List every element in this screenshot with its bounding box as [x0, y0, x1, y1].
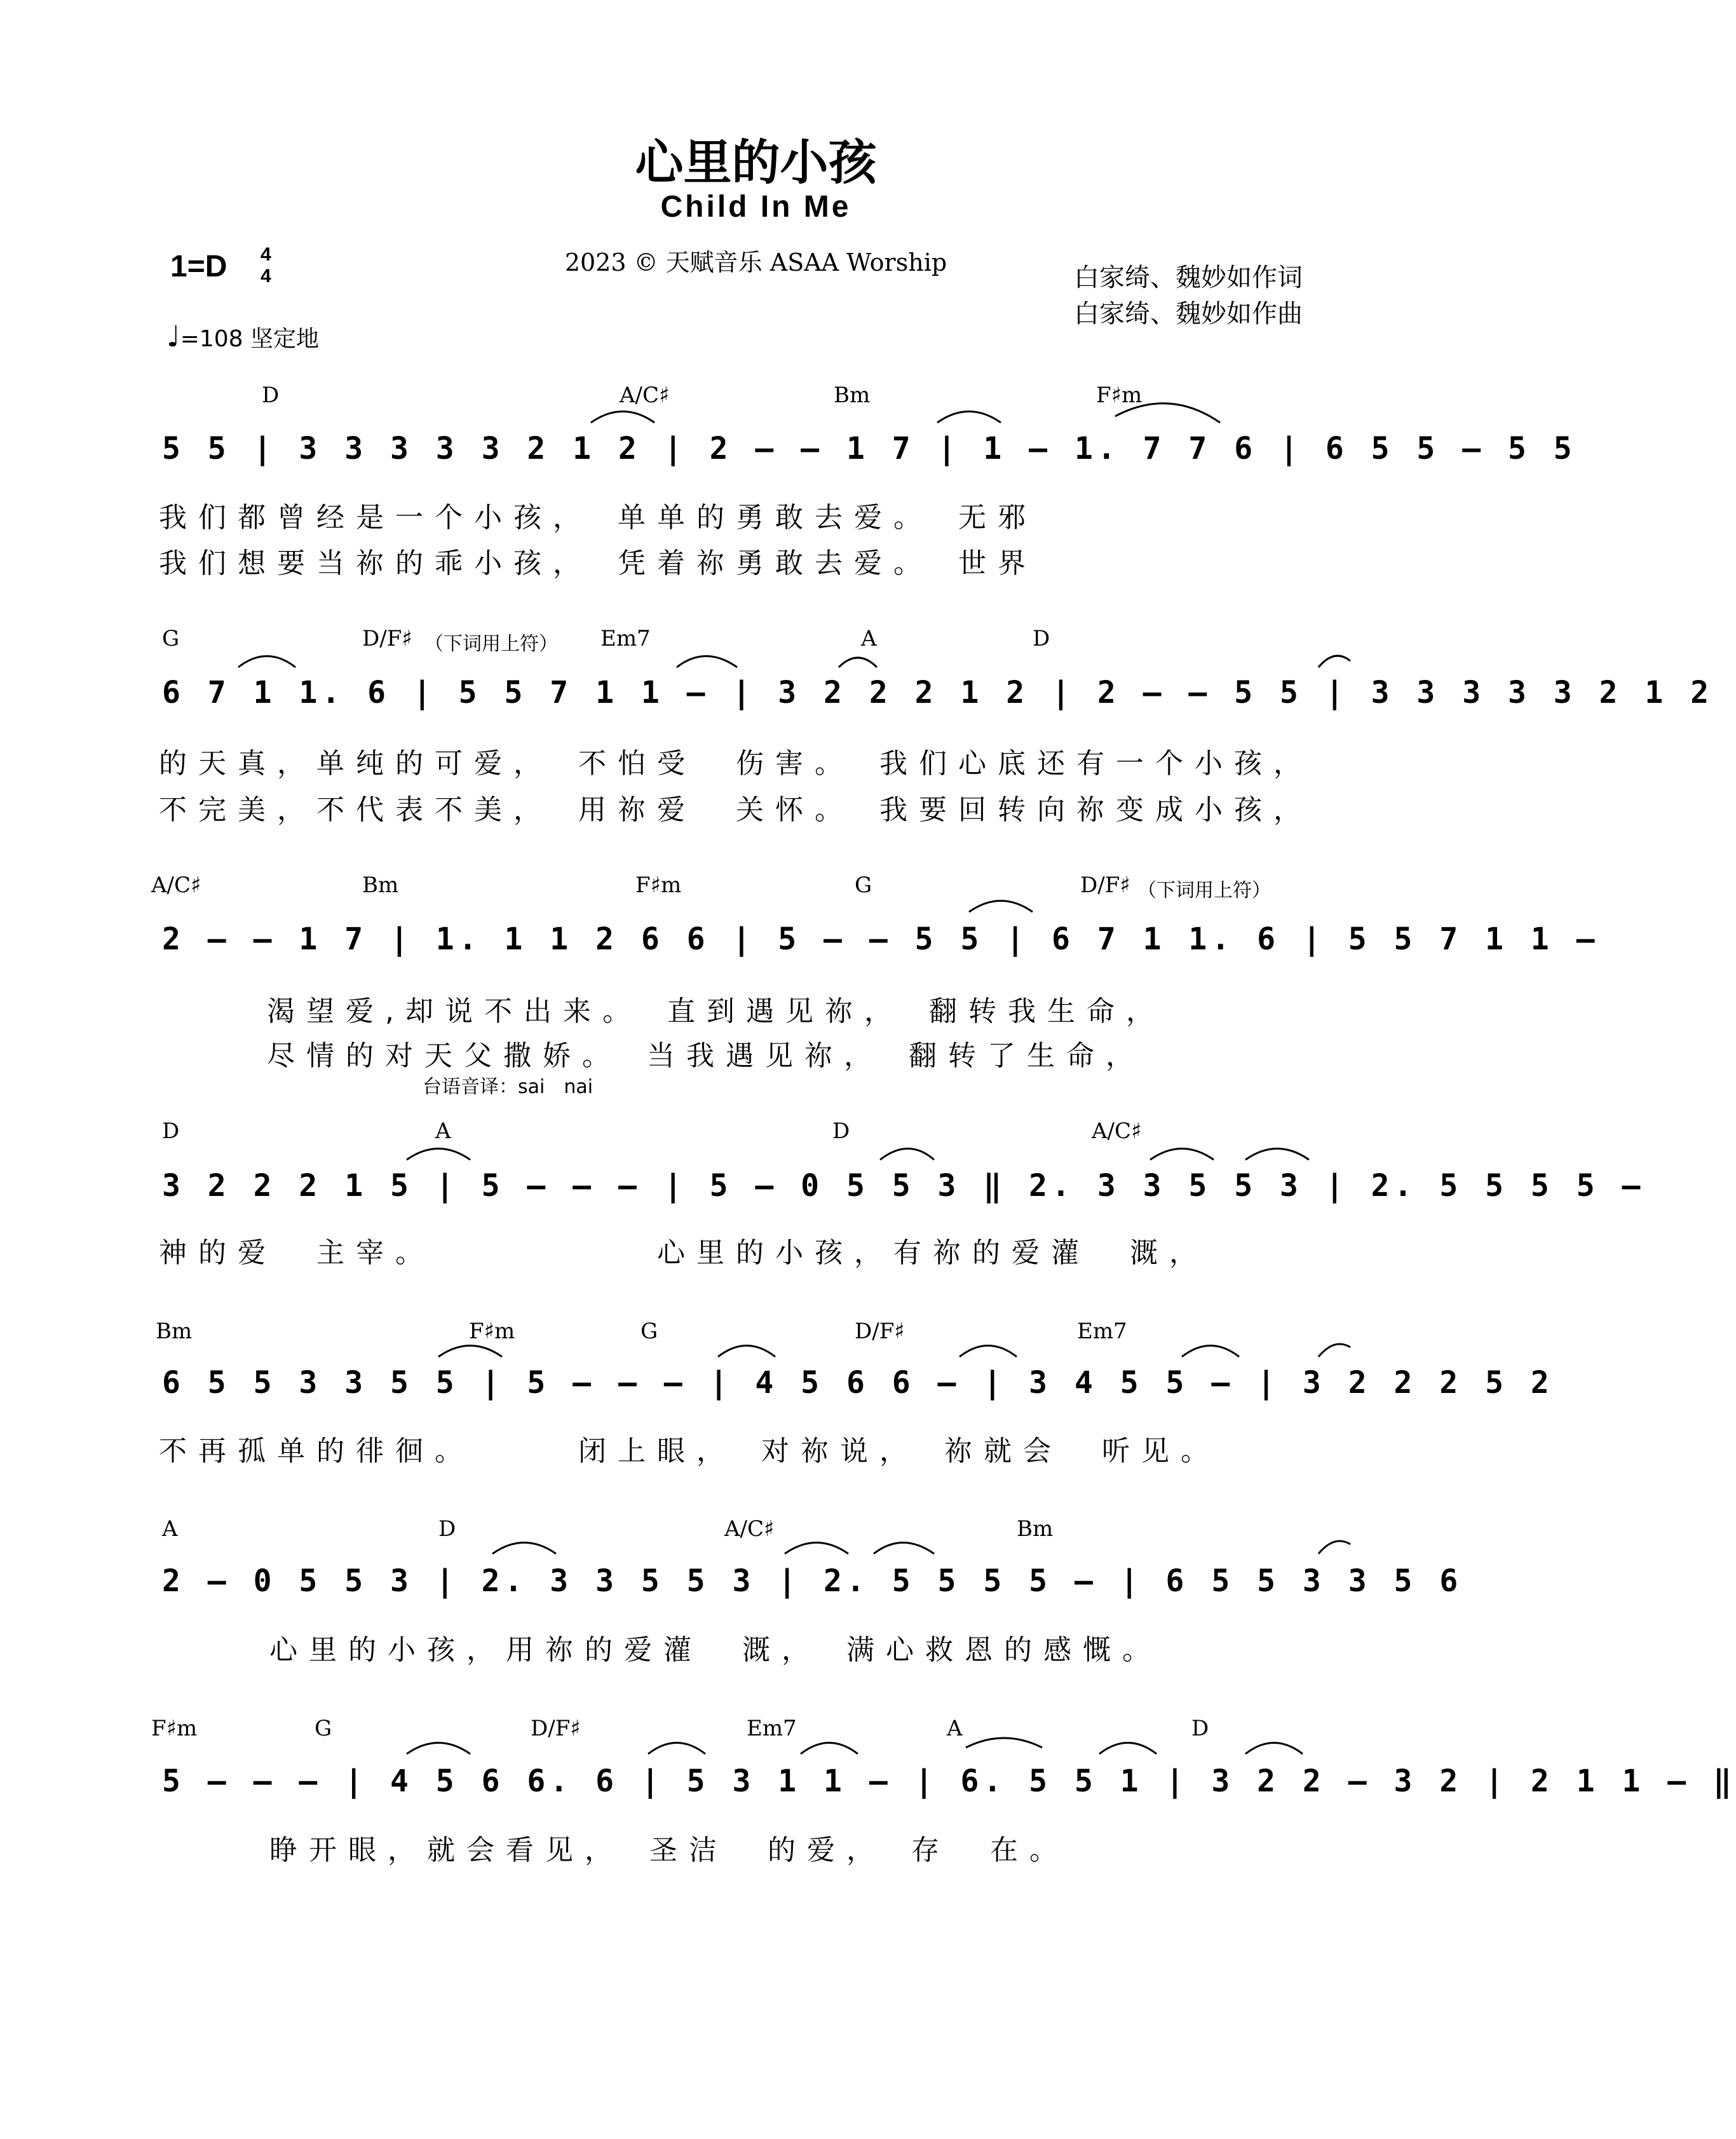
chord-symbol: F♯m — [635, 873, 682, 898]
lyricist-credit: 白家绮、魏妙如作词 — [1074, 263, 1303, 292]
chord-symbol: A/C♯ — [151, 873, 201, 898]
chord-symbol: D/F♯ — [1080, 873, 1130, 898]
slur — [1245, 1743, 1303, 1755]
chord-symbol: D — [162, 1118, 180, 1144]
chord-symbol: Bm — [834, 383, 871, 408]
slur — [1319, 1541, 1350, 1554]
chord-symbol: A/C♯ — [620, 383, 670, 408]
chord-symbol: D/F♯ — [531, 1716, 581, 1741]
slur — [785, 1543, 848, 1554]
chord-symbol: D/F♯ — [362, 626, 412, 651]
slur — [648, 1743, 705, 1755]
slur — [1319, 1344, 1350, 1357]
lyrics-verse-1: 我们都曾经是一个小孩， 单单的勇敢去爱。 无邪 — [159, 501, 1037, 534]
jianpu-notes-line: 2 – 0 5 5 3 | 2. 3 3 5 5 3 | 2. 5 5 5 5 – | 6 5 5 3 3 5 6 — [162, 1563, 1463, 1599]
slur — [718, 1346, 775, 1357]
chord-symbol: Bm — [156, 1319, 193, 1344]
slur — [880, 1149, 934, 1160]
chord-symbol: Em7 — [1077, 1319, 1127, 1344]
quarter-note-icon: ♩ — [166, 319, 180, 353]
chord-symbol: D — [832, 1118, 850, 1144]
slur — [1115, 404, 1220, 423]
lyrics-verse-1: 神的爱 主宰。 心里的小孩，有祢的爱灌 溉， — [159, 1237, 1209, 1269]
slur — [591, 412, 654, 423]
chord-symbol: F♯m — [1096, 383, 1143, 408]
slur — [1319, 656, 1350, 667]
slur — [407, 1149, 470, 1160]
chord-symbol: Bm — [1017, 1516, 1054, 1542]
jianpu-notes-line: 5 5 | 3 3 3 3 3 2 1 2 | 2 – – 1 7 | 1 – 1. 7 7 6 | 6 5 5 – 5 5 — [162, 431, 1577, 466]
key-signature: 1=D — [170, 250, 227, 283]
chord-annotation: （下词用上符） — [424, 633, 558, 655]
slur — [238, 656, 295, 668]
chord-symbol: D — [262, 383, 280, 408]
chord-symbol: A/C♯ — [724, 1516, 775, 1542]
song-subtitle: Child In Me — [660, 190, 851, 224]
tempo-text: =108 坚定地 — [180, 326, 320, 352]
lyrics-verse-1: 睁开眼，就会看见， 圣洁 的爱， 存 在。 — [191, 1834, 1069, 1866]
chord-symbol: A — [861, 626, 877, 651]
slur — [969, 901, 1033, 913]
chord-symbol: G — [315, 1716, 332, 1741]
chord-symbol: A — [435, 1118, 451, 1144]
chord-symbol: D — [1191, 1716, 1209, 1741]
jianpu-notes-line: 6 5 5 3 3 5 5 | 5 – – – | 4 5 6 6 – | 3 4 5 5 – | 3 2 2 2 5 2 — [162, 1365, 1554, 1401]
song-title: 心里的小孩 — [635, 134, 877, 191]
lyrics-verse-2: 尽情的对天父撒娇。 当我遇见祢， 翻转了生命， — [267, 1040, 1145, 1072]
chord-symbol: D — [438, 1516, 456, 1542]
chord-symbol: A — [947, 1716, 963, 1741]
chord-symbol: Em7 — [747, 1716, 797, 1741]
chord-annotation: （下词用上符） — [1137, 879, 1271, 902]
slur — [1099, 1743, 1156, 1755]
slur — [839, 658, 877, 667]
slur — [492, 1543, 556, 1554]
composer-credit: 白家绮、魏妙如作曲 — [1074, 299, 1303, 329]
chord-symbol: Bm — [362, 873, 399, 898]
chord-symbol: G — [855, 873, 872, 898]
copyright-line: 2023 © 天赋音乐 ASAA Worship — [564, 248, 947, 276]
pronunciation-note: 台语音译：sai nai — [423, 1076, 593, 1098]
time-signature-bottom: 4 — [261, 266, 271, 287]
chord-symbol: Em7 — [600, 626, 651, 651]
time-signature-top: 4 — [261, 244, 271, 265]
chord-symbol: F♯m — [151, 1716, 198, 1741]
chord-symbol: D/F♯ — [855, 1319, 905, 1344]
lyrics-verse-2: 不完美，不代表不美， 用祢爱 关怀。 我要回转向祢变成小孩， — [159, 794, 1313, 826]
chord-symbol: A/C♯ — [1092, 1118, 1142, 1144]
slur — [677, 656, 737, 668]
slur — [438, 1346, 502, 1357]
slur — [960, 1346, 1017, 1357]
lyrics-verse-1: 不再孤单的徘徊。 闭上眼， 对祢说， 祢就会 听见。 — [159, 1435, 1220, 1467]
jianpu-notes-line: 5 – – – | 4 5 6 6. 6 | 5 3 1 1 – | 6. 5 5 1 | 3 2 2 – 3 2 | 2 1 1 – ‖ — [162, 1763, 1736, 1799]
jianpu-notes-line: 6 7 1 1. 6 | 5 5 7 1 1 – | 3 2 2 2 1 2 | 2 – – 5 5 | 3 3 3 3 3 2 1 2 — [162, 675, 1714, 710]
slur — [1245, 1149, 1309, 1160]
lyrics-verse-1: 渴望爱,却说不出来。 直到遇见祢， 翻转我生命， — [267, 995, 1165, 1028]
slur — [966, 1738, 1042, 1748]
chord-symbol: G — [162, 626, 180, 651]
lyrics-verse-1: 的天真，单纯的可爱， 不怕受 伤害。 我们心底还有一个小孩， — [159, 747, 1313, 780]
chord-symbol: D — [1033, 626, 1050, 651]
jianpu-notes-line: 2 – – 1 7 | 1. 1 1 2 6 6 | 5 – – 5 5 | 6 7 1 1. 6 | 5 5 7 1 1 – — [162, 921, 1599, 957]
chord-symbol: G — [641, 1319, 658, 1344]
lyrics-verse-2: 我们想要当祢的乖小孩， 凭着祢勇敢去爱。 世界 — [159, 547, 1037, 580]
jianpu-notes-line: 3 2 2 2 1 5 | 5 – – – | 5 – 0 5 5 3 ‖ 2. 3 3 5 5 3 | 2. 5 5 5 5 – — [162, 1168, 1645, 1204]
slur — [874, 1543, 934, 1554]
slur — [801, 1743, 858, 1755]
chord-symbol: A — [162, 1516, 178, 1542]
slur — [1150, 1149, 1214, 1160]
lyrics-verse-1: 心里的小孩，用祢的爱灌 溉， 满心救恩的感慨。 — [191, 1634, 1162, 1666]
slur — [937, 412, 1001, 423]
slur — [407, 1743, 470, 1755]
chord-symbol: F♯m — [469, 1319, 515, 1344]
slur — [1182, 1346, 1239, 1357]
